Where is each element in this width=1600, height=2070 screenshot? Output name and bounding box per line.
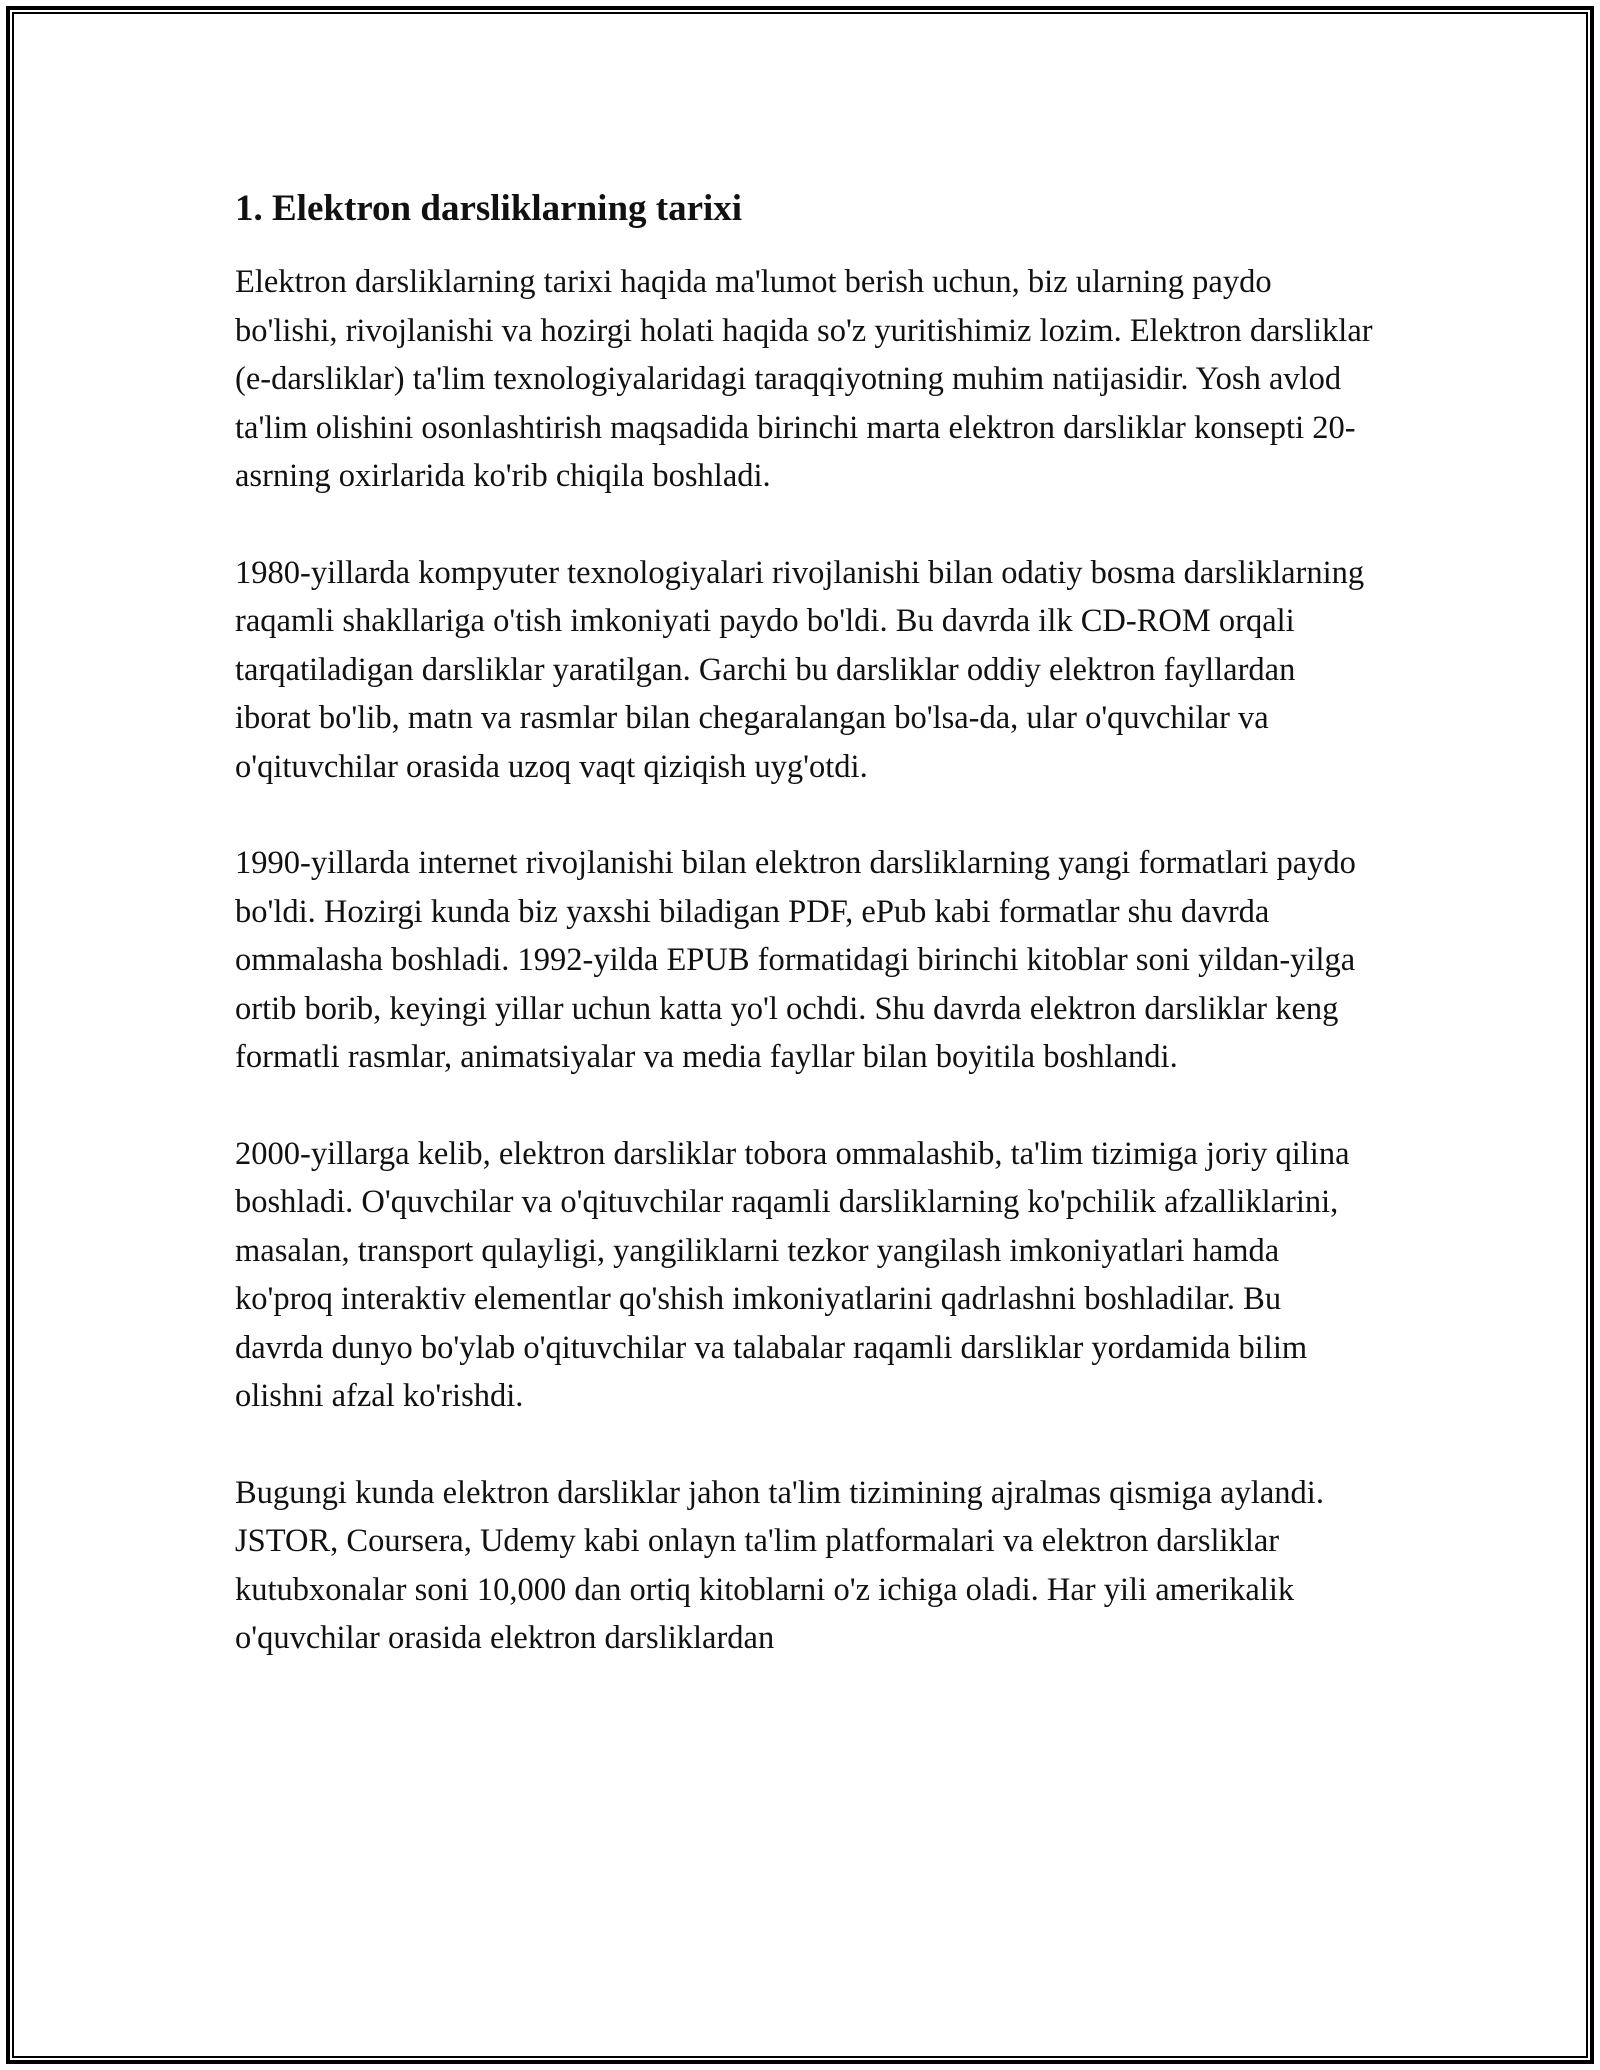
section-heading: 1. Elektron darsliklarning tarixi [235,188,743,229]
paragraph-5: Bugungi kunda elektron darsliklar jahon ta'lim tizimining ajralmas qismiga aylandi. JSTOR, Coursera, Udemy kabi onlayn ta'lim platformalari va elektron darsliklar kutubxonalar soni 10,000 dan ortiq kitoblarni o'z ichiga oladi. Har yili amerikalik o'quvchilar orasida elektron darsliklardan [235,1474,1324,1657]
paragraph-1: Elektron darsliklarning tarixi haqida ma'lumot berish uchun, biz ularning paydo bo'lishi, rivojlanishi va hozirgi holati haqida so'z yuritishimiz lozim. Elektron darsliklar (e-darsliklar) ta'lim texnologiyalaridagi taraqqiyotning muhim natijasidir. Yosh avlod ta'lim olishini osonlashtirish maqsadida birinchi marta elektron darsliklar konsepti 20-asrning oxirlarida ko'rib chiqila boshladi. [235,264,1373,495]
paragraph-4: 2000-yillarga kelib, elektron darsliklar tobora ommalashib, ta'lim tizimiga joriy qilina boshladi. O'quvchilar va o'qituvchilar raqamli darsliklarning ko'pchilik afzalliklarini, masalan, transport qulayligi, yangiliklarni tezkor yangilash imkoniyatlari hamda ko'proq interaktiv elementlar qo'shish imkoniyatlarini qadrlashni boshladilar. Bu davrda dunyo bo'ylab o'qituvchilar va talabalar raqamli darsliklar yordamida bilim olishni afzal ko'rishdi. [235,1135,1350,1415]
paragraph-2: 1980-yillarda kompyuter texnologiyalari rivojlanishi bilan odatiy bosma darsliklarning raqamli shakllariga o'tish imkoniyati paydo bo'ldi. Bu davrda ilk CD-ROM orqali tarqatiladigan darsliklar yaratilgan. Garchi bu darsliklar oddiy elektron fayllardan iborat bo'lib, matn va rasmlar bilan chegaralangan bo'lsa-da, ular o'quvchilar va o'qituvchilar orasida uzoq vaqt qiziqish uyg'otdi. [235,554,1365,785]
document-body [235,186,1375,1711]
paragraph-3: 1990-yillarda internet rivojlanishi bilan elektron darsliklarning yangi formatlari paydo bo'ldi. Hozirgi kunda biz yaxshi biladigan PDF, ePub kabi formatlar shu davrda ommalasha boshladi. 1992-yilda EPUB formatidagi birinchi kitoblar soni yildan-yilga ortib borib, keyingi yillar uchun katta yo'l ochdi. Shu davrda elektron darsliklar keng formatli rasmlar, animatsiyalar va media fayllar bilan boyitila boshlandi. [235,845,1356,1076]
